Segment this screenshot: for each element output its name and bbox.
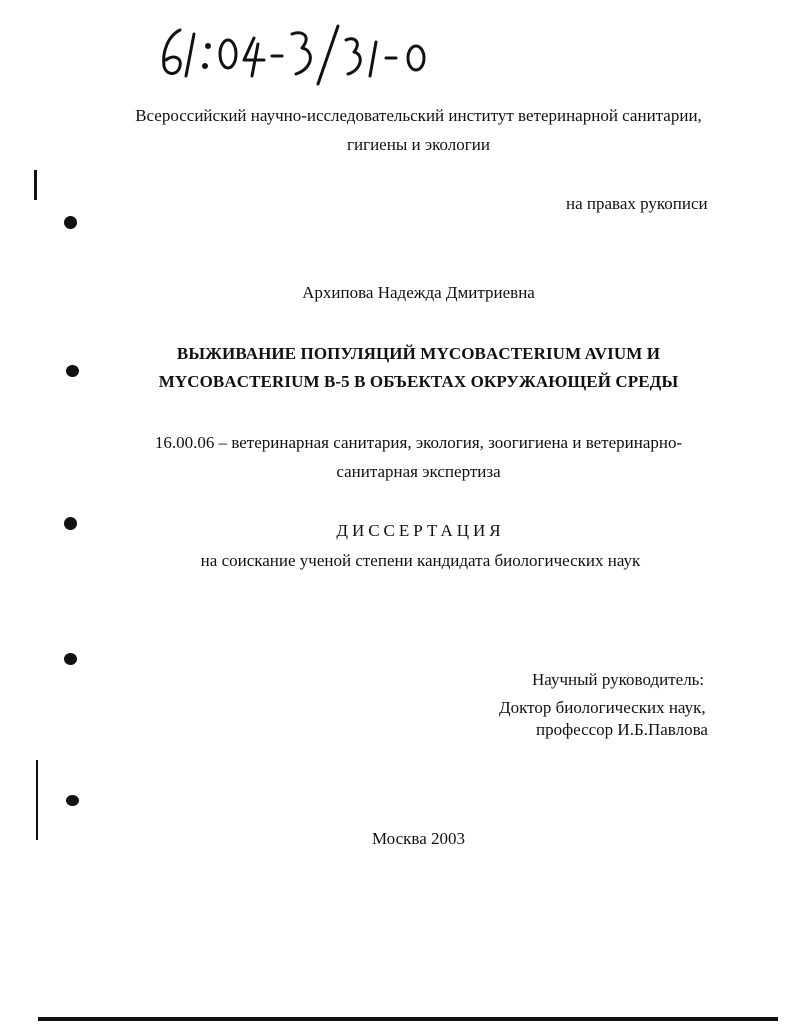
institute-line-2: гигиены и экологии <box>347 135 490 154</box>
dissertation-title-line-1: ВЫЖИВАНИЕ ПОПУЛЯЦИЙ MYCOBACTERIUM AVIUM И <box>176 344 661 363</box>
place-and-year: Москва 2003 <box>371 829 466 848</box>
supervisor-label: Научный руководитель: <box>532 670 705 689</box>
specialty-line-1: 16.00.06 – ветеринарная санитария, экология, зоогигиена и ветеринарно- <box>154 433 683 452</box>
manuscript-note: на правах рукописи <box>566 194 708 213</box>
dissertation-title-line-2: MYCOBACTERIUM B-5 В ОБЪЕКТАХ ОКРУЖАЮЩЕЙ СРЕДЫ <box>158 372 679 391</box>
handwritten-catalog-code <box>150 18 450 88</box>
specialty-line-2: санитарная экспертиза <box>336 462 501 481</box>
binding-hole <box>64 653 77 665</box>
bottom-scan-edge <box>38 1017 778 1021</box>
degree-line: на соискание ученой степени кандидата биологических наук <box>200 551 641 570</box>
institute-line-1: Всероссийский научно-исследовательский институт ветеринарной санитарии, <box>135 106 702 125</box>
supervisor-degree: Доктор биологических наук, <box>499 698 706 717</box>
left-edge-mark <box>34 170 37 200</box>
binding-hole <box>64 216 77 229</box>
supervisor-name: профессор И.Б.Павлова <box>536 720 708 739</box>
binding-hole <box>66 795 79 806</box>
document-type: ДИССЕРТАЦИЯ <box>336 521 505 540</box>
author-name: Архипова Надежда Дмитриевна <box>302 283 535 302</box>
